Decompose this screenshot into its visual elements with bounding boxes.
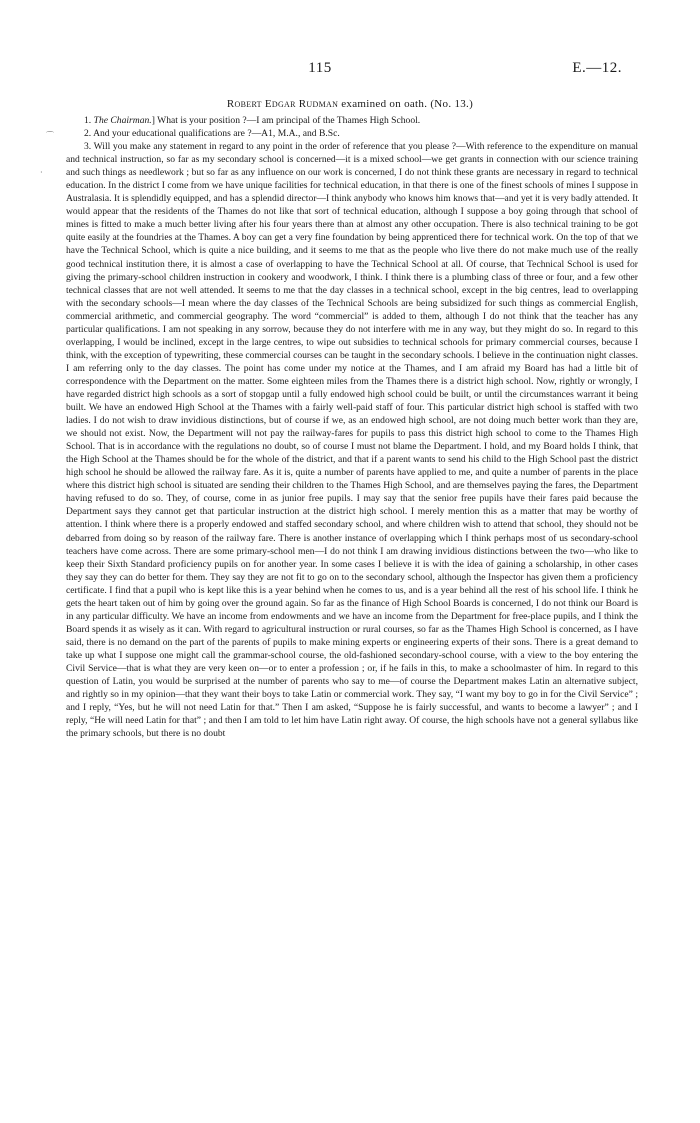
paper-reference: E.—12. (572, 60, 622, 76)
paragraph-number: 3. (84, 141, 92, 153)
margin-mark: · (40, 168, 43, 177)
margin-mark: ⌒ (46, 131, 54, 140)
witness-name: Robert Edgar Rudman (226, 98, 339, 110)
witness-number: (No. 13.) (430, 98, 474, 110)
witness-heading (0, 98, 700, 110)
paragraph-2 (66, 127, 638, 140)
witness-oath: examined on oath. (341, 98, 428, 110)
paragraph-text: And your educational qualifications are ?—A1, M.A., and B.Sc. (93, 128, 340, 140)
speaker: The Chairman. (93, 115, 152, 126)
paragraph-1 (66, 114, 638, 127)
paragraph-text: Will you make any statement in regard to any point in the order of reference that you please ?—With reference to the expenditure on manual and technical instruction, so far as my secondary school is concerned—it is a mixed school—we get grants in connection with our science training and such things as needlework ; but so far as any influence on our work is concerned, I do not think these grants are necessary in regard to technical education. In the district I come from we have unique facilities for technical education, in that there is one of the finest schools of mines I suppose in Australasia. It is splendidly equipped, and has a splendid director—I think anybody who knows him knows that—and yet it is very badly attended. It would appear that the residents of the Thames do not like that sort of technical education, although I suppose a boy going through that school of mines is fitted to make a much better living after his four years there than at almost any other occupation. There is also technical training to be got quite easily at the foundries at the Thames. A boy can get a very fine foundation by being apprenticed there for technical work. On the top of that we have the Technical School, which is quite a nice building, and it seems to me that as the people who live there do not make much use of the really good technical institution there, it is almost a case of overlapping to have the Technical School at all. Of course, that Technical School is used for giving the primary-school children instruction in cookery and woodwork, I think. I think there is a plumbing class of three or four, and a few other technical classes that are not well attended. It seems to me that the day classes in a technical school, except in the big centres, lead to overlapping with the secondary schools—I mean where the day classes of the Technical Schools are being subsidized for such things as commercial English, commercial arithmetic, and commercial geography. The word “commercial” is added to them, although I do not think that the teacher has any particular qualifications. I am not speaking in any sorrow, because they do not interfere with me in any way, but they might do so. In regard to this overlapping, I would be inclined, except in the large centres, to wipe out subsidies to technical schools for primary commercial courses, because I think, with the exception of typewriting, these commercial courses can be taught in the secondary schools. I believe in the continuation night classes. I am referring only to the day classes. The point has come under my notice at the Thames, and I am afraid my Board has had a little bit of correspondence with the Department on the matter. Some eighteen miles from the Thames there is a district high school. Now, rightly or wrongly, I have regarded district high schools as a sort of stopgap until a fully endowed high school could be built, or until the circumstances warrant it being built. We have an endowed High School at the Thames with a fairly well-paid staff of four. This particular district high school is staffed with two ladies. I do not wish to draw invidious distinctions, but of course if we, as an endowed high school, are not doing much better work than they are, we should not exist. Now, the Department will not pay the railway-fares for pupils to pass this district high school to come to the Thames High School. That is in accordance with the regulations no doubt, so of course I must not blame the Department. I hold, and my Board holds I think, that the High School at the Thames should be for the whole of the district, and that if a parent wants to send his child to the High School past the district high school he should be allowed the railway fare. As it is, quite a number of parents have applied to me, and quite a number of parents in the place where this district high school is situated are sending their children to the Thames High School, and are themselves paying the fares, the Department having refused to do so. They, of course, come in as junior free pupils. I may say that the senior free pupils have their fares paid because the Department says they cannot get that particular instruction at the district high school. I merely mention this as a matter that may be worthy of attention. I think where there is a properly endowed and staffed secondary school, and where children wish to attend that school, they should not be debarred from doing so by reason of the railway fare. There is another instance of overlapping which I think perhaps most of us secondary-school teachers have come across. There are some primary-school men—I do not think I am drawing invidious distinctions between the two—who like to keep their Sixth Standard proficiency pupils on for another year. In some cases I believe it is with the idea of gaining a scholarship, in other cases they say they can do better for them. They say they are not fit to go on to the secondary school, although the Inspector has given them a proficiency certificate. I find that a pupil who is kept like this is a year behind when he comes to us, and is a year behind all the rest of his school life. I think he gets the heart taken out of him by going over the ground again. So far as the finance of High School Boards is concerned, I do not think our Board is in any particular difficulty. We have an income from endowments and we have an income from the Department for free-place pupils, and I think the Board spends it as wisely as it can. With regard to agricultural instruction or rural courses, so far as the Thames High School is concerned, as I have said, there is no demand on the part of the parents of pupils to make mining experts or engineering experts of their sons. There is a great demand to take up what I suppose one might call the grammar-school course, the old-fashioned secondary-school course, with a view to the boy entering the Civil Service—that is what they are very keen on—or to enter a profession ; or, if he fails in this, to make a schoolmaster of him. In regard to this question of Latin, you would be surprised at the number of parents who say to me—of course the Department makes Latin an alternative subject, and rightly so in my opinion—that they want their boys to take Latin or commercial work. They say, “I want my boy to go in for the Civil Service” ; and I reply, “Yes, but he will not need Latin for that.” Then I am asked, “Suppose he is fairly successful, and wants to become a lawyer” ; and I reply, “He will need Latin for that” ; and then I am told to let him have Latin right away. Of course, the high schools have not a general syllabus like the primary schools, but there is no doubt (66, 141, 638, 740)
paragraph-number: 2. (84, 128, 92, 140)
page-number: 115 (308, 60, 332, 76)
paragraph-text: ] What is your position ?—I am principal of the Thames High School. (151, 115, 421, 126)
paragraph-3 (66, 140, 638, 740)
testimony-body (66, 114, 638, 740)
paragraph-number: 1. (84, 115, 92, 126)
